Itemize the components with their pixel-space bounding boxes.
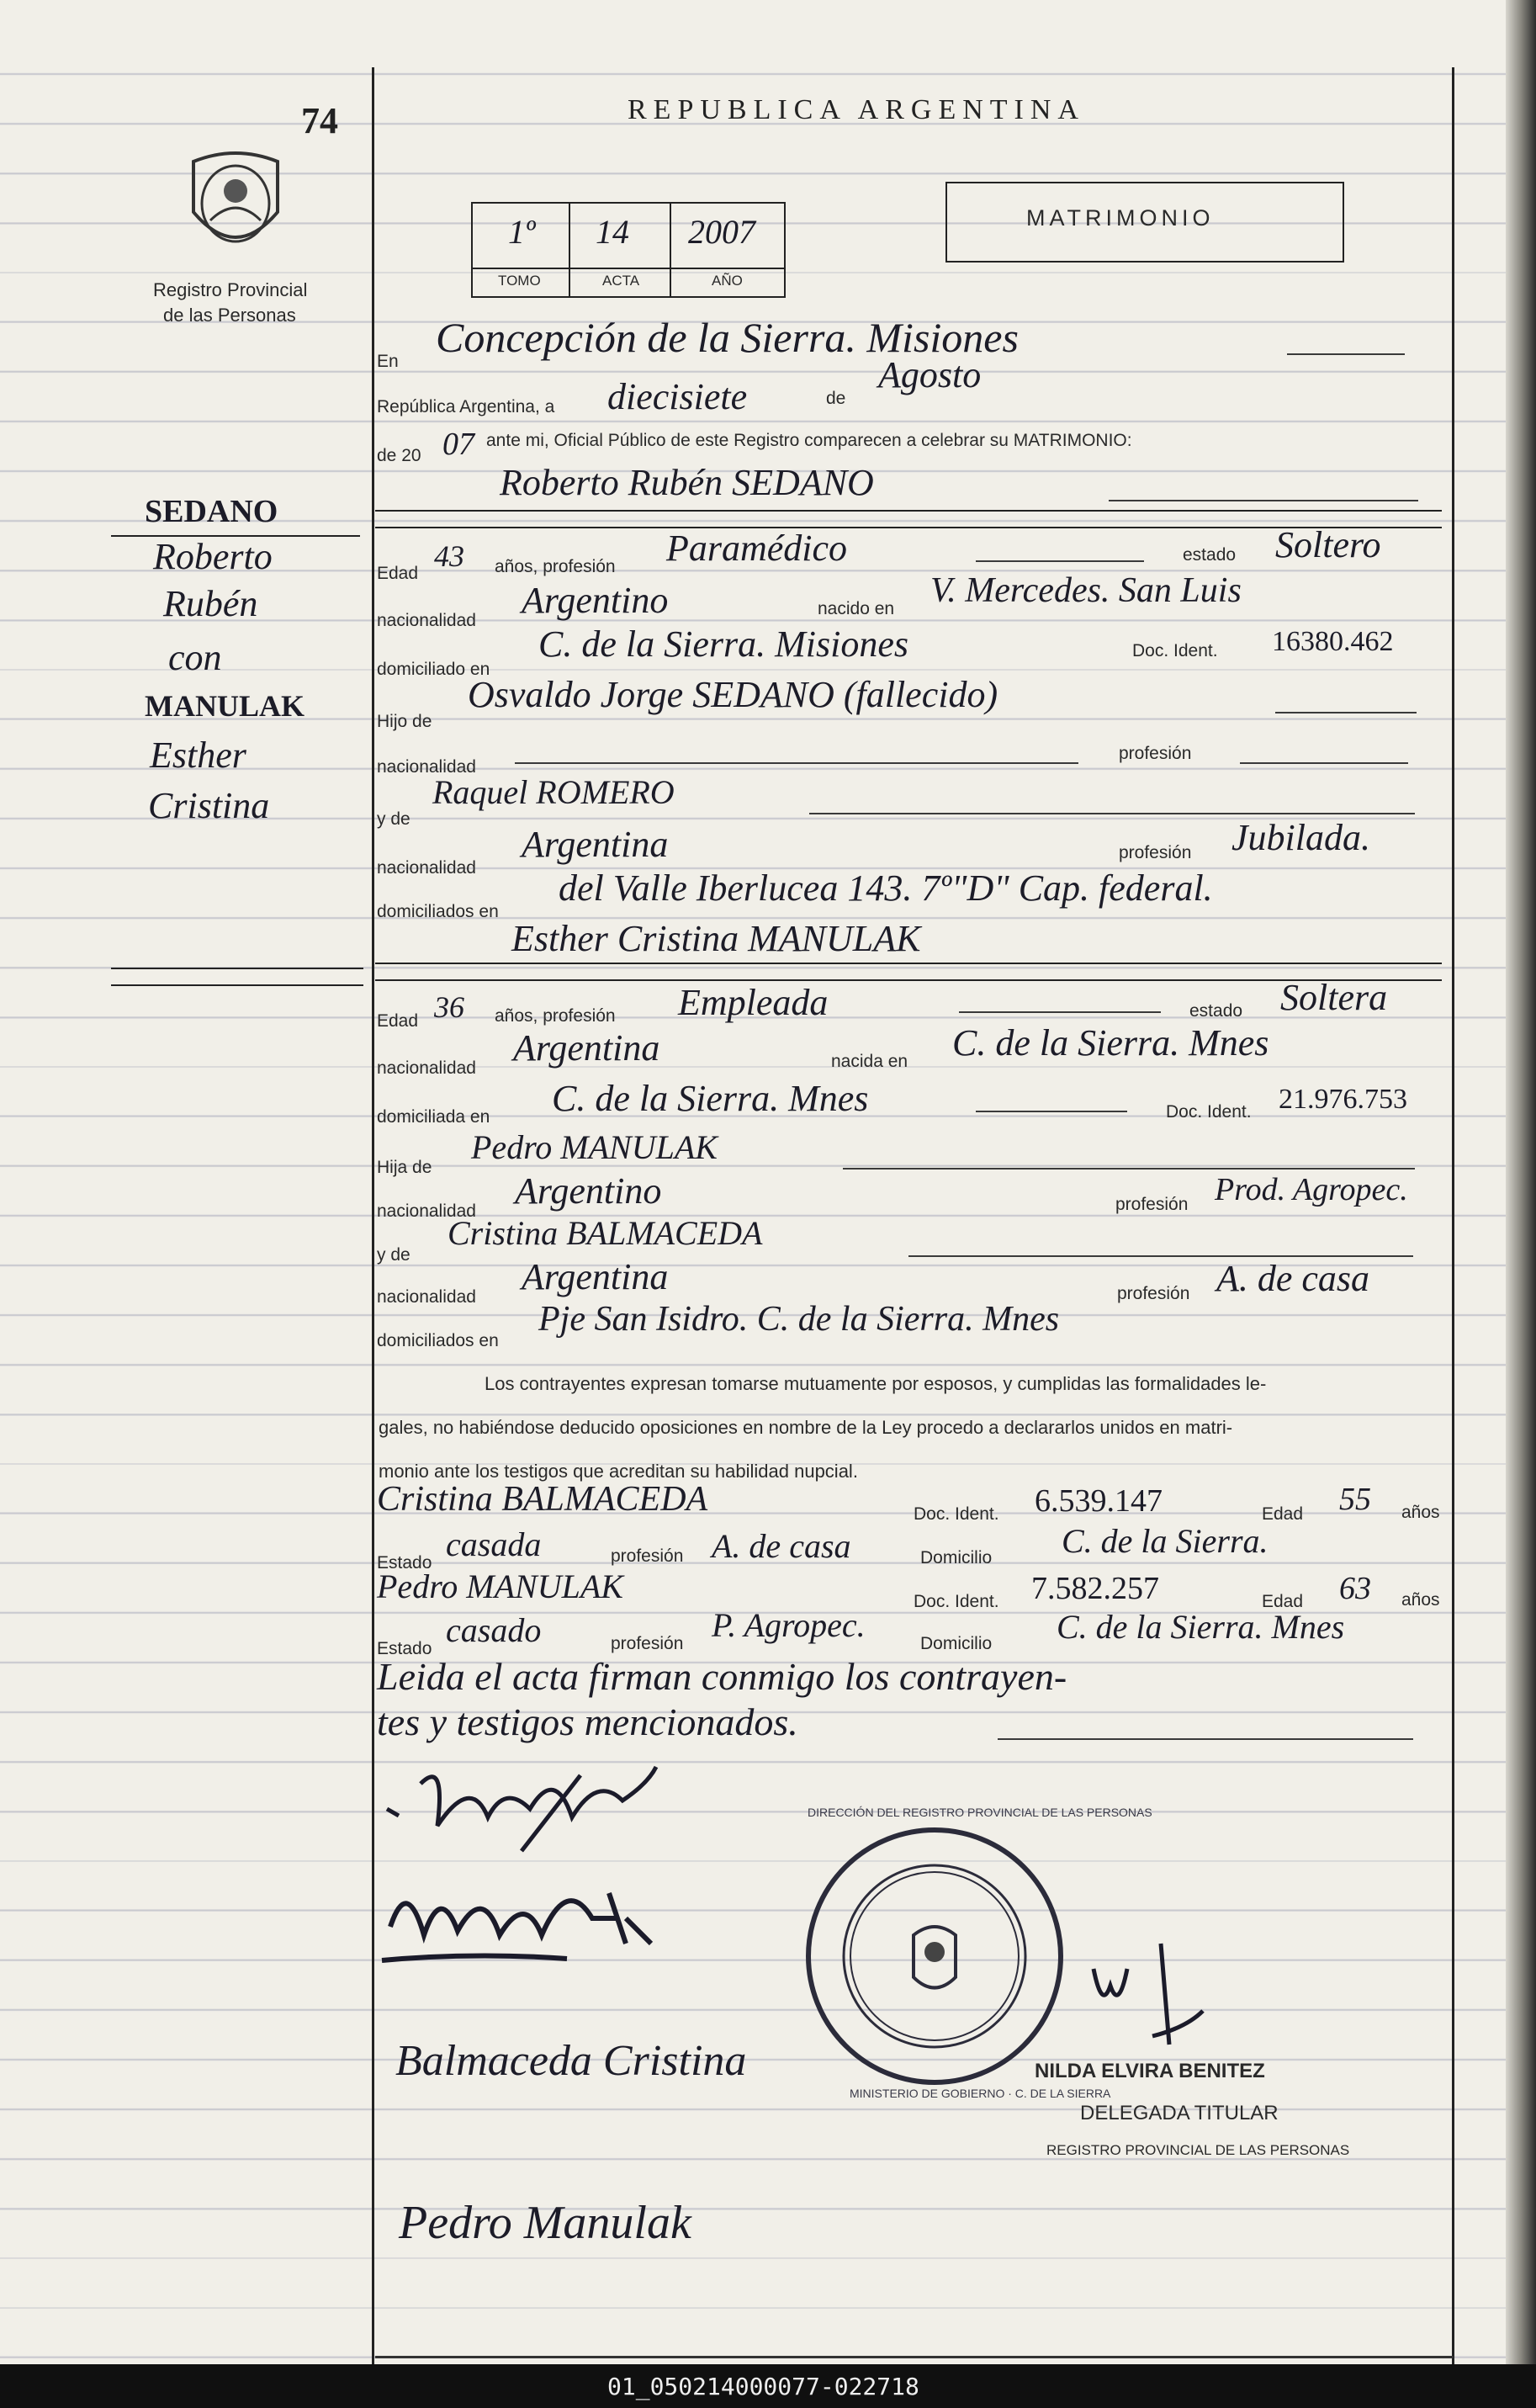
intro-statement: ante mi, Oficial Público de este Registro comparecen a celebrar su MATRIMONIO: xyxy=(486,431,1132,450)
groom-name: Roberto Rubén SEDANO xyxy=(500,462,874,503)
book-binding xyxy=(1506,0,1536,2364)
witness2-edad-label: Edad xyxy=(1262,1592,1304,1611)
closing-line1: Leida el acta firman conmigo los contrayen- xyxy=(377,1655,1067,1698)
groom-madre: Raquel ROMERO xyxy=(432,773,675,811)
bride-padres-dom-label: domiciliados en xyxy=(377,1331,499,1350)
bride-padre-prof-label: profesión xyxy=(1115,1195,1189,1214)
tomo-value: 1º xyxy=(508,213,536,251)
year-suffix: 07 xyxy=(442,427,474,462)
margin-note-line7: Cristina xyxy=(148,785,270,826)
bride-madre-prof: A. de casa xyxy=(1216,1258,1370,1299)
witness1-estado: casada xyxy=(446,1525,542,1563)
bride-hija-label: Hija de xyxy=(377,1158,432,1177)
official-registry: REGISTRO PROVINCIAL DE LAS PERSONAS xyxy=(1046,2142,1350,2158)
witness2-prof: P. Agropec. xyxy=(712,1606,866,1644)
seal-outer-text: DIRECCIÓN DEL REGISTRO PROVINCIAL DE LAS PERSONAS xyxy=(808,1806,1152,1819)
groom-madre-nac: Argentina xyxy=(522,824,669,865)
margin-note-line6: Esther xyxy=(150,735,246,776)
groom-estado: Soltero xyxy=(1275,524,1381,565)
bride-doc: 21.976.753 xyxy=(1279,1084,1407,1115)
groom-doc-label: Doc. Ident. xyxy=(1132,641,1218,660)
witness2-name: Pedro MANULAK xyxy=(377,1567,623,1605)
witness1-edad-label: Edad xyxy=(1262,1504,1304,1524)
bride-padre: Pedro MANULAK xyxy=(471,1128,718,1166)
bride-madre-prof-label: profesión xyxy=(1117,1284,1190,1303)
place: Concepción de la Sierra. Misiones xyxy=(436,314,1019,361)
groom-padres-dom: del Valle Iberlucea 143. 7º"D" Cap. federal. xyxy=(559,867,1213,909)
anio-label: AÑO xyxy=(712,273,743,289)
de-label: de xyxy=(826,389,846,408)
margin-note-line4: con xyxy=(168,637,222,678)
bride-padres-dom: Pje San Isidro. C. de la Sierra. Mnes xyxy=(538,1300,1060,1339)
witness2-dom-label: Domicilio xyxy=(920,1634,993,1653)
closing-line2: tes y testigos mencionados. xyxy=(377,1700,798,1743)
groom-signature xyxy=(370,1750,723,1868)
bride-madre-nac-label: nacionalidad xyxy=(377,1287,476,1307)
witness2-edad: 63 xyxy=(1339,1571,1371,1606)
seal-inner-text: MINISTERIO DE GOBIERNO · C. DE LA SIERRA xyxy=(850,2087,1111,2100)
bride-nacida: C. de la Sierra. Mnes xyxy=(952,1022,1269,1063)
declaration-line2: gales, no habiéndose deducido oposiciones en nombre de la Ley procedo a declararlos unidos en matri- xyxy=(379,1417,1233,1438)
groom-padre: Osvaldo Jorge SEDANO (fallecido) xyxy=(468,674,998,715)
bride-madre-nac: Argentina xyxy=(522,1256,669,1297)
tomo-label: TOMO xyxy=(498,273,541,289)
bride-nac-label: nacionalidad xyxy=(377,1058,476,1078)
bride-padre-nac-label: nacionalidad xyxy=(377,1201,476,1221)
bride-anios-label: años, profesión xyxy=(495,1006,616,1026)
page-number: 74 xyxy=(301,100,338,141)
groom-doc: 16380.462 xyxy=(1272,626,1394,657)
groom-edad-label: Edad xyxy=(377,564,419,583)
witness1-doc: 6.539.147 xyxy=(1035,1483,1163,1519)
witness2-doc: 7.582.257 xyxy=(1031,1571,1159,1606)
bride-nacida-label: nacida en xyxy=(831,1052,908,1071)
groom-nac-label: nacionalidad xyxy=(377,611,476,630)
footer-bar xyxy=(0,2364,1536,2408)
margin-note-line2: Roberto xyxy=(153,536,273,577)
bride-madre: Cristina BALMACEDA xyxy=(448,1214,763,1252)
bride-domicilio: C. de la Sierra. Mnes xyxy=(552,1078,869,1119)
witness2-estado: casado xyxy=(446,1611,542,1649)
bride-profesion: Empleada xyxy=(678,982,829,1023)
witness2-dom: C. de la Sierra. Mnes xyxy=(1057,1608,1345,1646)
declaration-line1: Los contrayentes expresan tomarse mutuamente por esposos, y cumplidas las formalidades le- xyxy=(485,1373,1267,1394)
right-margin-rule xyxy=(1452,67,1454,2364)
acta-label: ACTA xyxy=(602,273,640,289)
groom-padre-prof-label: profesión xyxy=(1119,744,1192,763)
groom-anios-label: años, profesión xyxy=(495,557,616,576)
margin-note-line5: MANULAK xyxy=(145,689,305,723)
left-margin-rule xyxy=(372,67,374,2364)
groom-padre-nac-label: nacionalidad xyxy=(377,757,476,777)
republica-label: República Argentina, a xyxy=(377,397,555,416)
registry-name-line1: Registro Provincial xyxy=(153,279,308,300)
groom-hijo-label: Hijo de xyxy=(377,712,432,731)
provincial-coat-of-arms-icon xyxy=(185,145,286,263)
witness1-signature: Balmaceda Cristina xyxy=(395,2037,747,2085)
official-seal-icon xyxy=(796,1817,1073,2095)
groom-yde-label: y de xyxy=(377,809,410,829)
witness2-signature: Pedro Manulak xyxy=(399,2197,691,2249)
acta-value: 14 xyxy=(596,213,629,251)
country-title: REPUBLICA ARGENTINA xyxy=(628,94,1085,125)
groom-profesion: Paramédico xyxy=(666,528,848,569)
bride-yde-label: y de xyxy=(377,1245,410,1265)
year-prefix: de 20 xyxy=(377,446,421,465)
groom-domicilio: C. de la Sierra. Misiones xyxy=(538,623,908,665)
groom-nacido-label: nacido en xyxy=(818,599,895,618)
witness2-anios-label: años xyxy=(1401,1590,1440,1610)
bride-name: Esther Cristina MANULAK xyxy=(511,918,921,959)
witness1-name: Cristina BALMACEDA xyxy=(377,1480,708,1519)
witness1-estado-label: Estado xyxy=(377,1553,432,1573)
file-identifier: 01_050214000077-022718 xyxy=(607,2373,919,2400)
witness1-dom: C. de la Sierra. xyxy=(1062,1522,1269,1560)
witness2-estado-label: Estado xyxy=(377,1639,432,1658)
bride-nacionalidad: Argentina xyxy=(513,1027,660,1069)
bride-doc-label: Doc. Ident. xyxy=(1166,1102,1252,1122)
official-title: DELEGADA TITULAR xyxy=(1080,2102,1279,2124)
bride-estado-label: estado xyxy=(1189,1001,1243,1021)
official-name: NILDA ELVIRA BENITEZ xyxy=(1035,2060,1265,2082)
witness1-anios-label: años xyxy=(1401,1503,1440,1522)
declaration-line3: monio ante los testigos que acreditan su habilidad nupcial. xyxy=(379,1461,858,1482)
witness1-dom-label: Domicilio xyxy=(920,1548,993,1567)
margin-note-surname: SEDANO xyxy=(145,494,278,529)
groom-madre-prof-label: profesión xyxy=(1119,843,1192,862)
groom-nacionalidad: Argentino xyxy=(522,580,669,621)
groom-estado-label: estado xyxy=(1183,545,1237,565)
bride-signature xyxy=(373,1859,676,1986)
bride-dom-label: domiciliada en xyxy=(377,1107,490,1127)
groom-nacido: V. Mercedes. San Luis xyxy=(930,571,1242,610)
groom-madre-prof: Jubilada. xyxy=(1231,817,1370,858)
witness1-edad: 55 xyxy=(1339,1482,1371,1517)
margin-note-line3: Rubén xyxy=(163,583,258,624)
official-signature xyxy=(1077,1935,1220,2053)
groom-padres-dom-label: domiciliados en xyxy=(377,902,499,921)
witness2-prof-label: profesión xyxy=(611,1634,684,1653)
witness2-doc-label: Doc. Ident. xyxy=(914,1592,999,1611)
witness1-prof-label: profesión xyxy=(611,1546,684,1566)
day: diecisiete xyxy=(607,376,748,417)
groom-madre-nac-label: nacionalidad xyxy=(377,858,476,878)
witness1-prof: A. de casa xyxy=(712,1527,851,1565)
bride-edad: 36 xyxy=(434,990,464,1024)
bride-estado: Soltera xyxy=(1280,977,1388,1018)
document-type: MATRIMONIO xyxy=(1026,205,1215,231)
month: Agosto xyxy=(878,354,982,395)
groom-edad: 43 xyxy=(434,539,464,573)
bride-padre-prof: Prod. Agropec. xyxy=(1215,1172,1408,1207)
bride-padre-nac: Argentino xyxy=(515,1170,662,1212)
witness1-doc-label: Doc. Ident. xyxy=(914,1504,999,1524)
bride-edad-label: Edad xyxy=(377,1011,419,1031)
registry-name-line2: de las Personas xyxy=(163,305,296,326)
anio-value: 2007 xyxy=(688,213,755,251)
en-label: En xyxy=(377,352,399,371)
groom-dom-label: domiciliado en xyxy=(377,660,490,679)
